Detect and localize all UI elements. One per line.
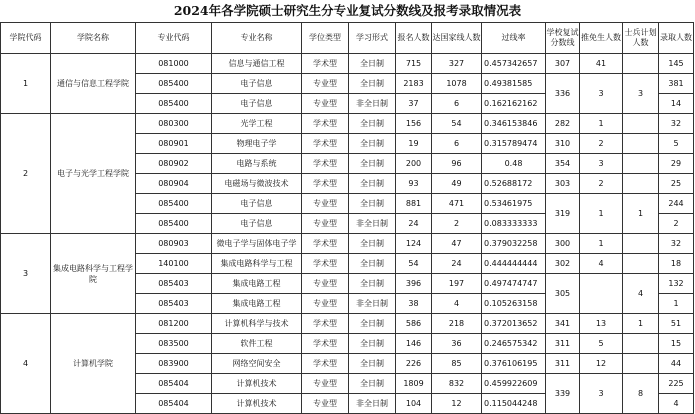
pass-rate-cell: 0.115044248: [482, 394, 546, 414]
study-mode-cell: 非全日制: [349, 394, 396, 414]
applicants-cell: 19: [396, 134, 432, 154]
applicants-cell: 226: [396, 354, 432, 374]
retest-score-cell: 282: [546, 114, 580, 134]
admitted-cell: 225: [659, 374, 694, 394]
degree-type-cell: 专业型: [302, 74, 349, 94]
study-mode-cell: 全日制: [349, 54, 396, 74]
admitted-cell: 1: [659, 294, 694, 314]
major-name-cell: 集成电路科学与工程: [212, 254, 302, 274]
exempt-count-cell: 2: [580, 134, 623, 154]
major-name-cell: 光学工程: [212, 114, 302, 134]
header-cell: 专业代码: [136, 23, 212, 54]
admitted-cell: 15: [659, 334, 694, 354]
retest-score-cell: 319: [546, 194, 580, 234]
soldier-plan-cell: [623, 134, 659, 154]
study-mode-cell: 非全日制: [349, 294, 396, 314]
retest-score-cell: 336: [546, 74, 580, 114]
national-line-cell: 24: [432, 254, 482, 274]
applicants-cell: 37: [396, 94, 432, 114]
header-cell: 达国家线人数: [432, 23, 482, 54]
soldier-plan-cell: 4: [623, 274, 659, 314]
major-code-cell: 080904: [136, 174, 212, 194]
applicants-cell: 146: [396, 334, 432, 354]
retest-score-cell: 310: [546, 134, 580, 154]
exempt-count-cell: 12: [580, 354, 623, 374]
header-cell: 专业名称: [212, 23, 302, 54]
header-cell: 士兵计划人数: [623, 23, 659, 54]
retest-score-cell: 339: [546, 374, 580, 414]
pass-rate-cell: 0.52688172: [482, 174, 546, 194]
applicants-cell: 24: [396, 214, 432, 234]
exempt-count-cell: 2: [580, 174, 623, 194]
study-mode-cell: 全日制: [349, 334, 396, 354]
retest-score-cell: 302: [546, 254, 580, 274]
college-code-cell: 2: [1, 114, 51, 234]
admitted-cell: 18: [659, 254, 694, 274]
page-title: 2024年各学院硕士研究生分专业复试分数线及报考录取情况表: [173, 3, 522, 18]
retest-score-cell: 311: [546, 334, 580, 354]
header-cell: 推免生人数: [580, 23, 623, 54]
retest-score-cell: 303: [546, 174, 580, 194]
exempt-count-cell: 5: [580, 334, 623, 354]
major-code-cell: 085400: [136, 74, 212, 94]
college-code-cell: 3: [1, 234, 51, 314]
degree-type-cell: 学术型: [302, 134, 349, 154]
exempt-count-cell: 3: [580, 154, 623, 174]
applicants-cell: 124: [396, 234, 432, 254]
pass-rate-cell: 0.346153846: [482, 114, 546, 134]
major-name-cell: 微电子学与固体电子学: [212, 234, 302, 254]
pass-rate-cell: 0.444444444: [482, 254, 546, 274]
study-mode-cell: 全日制: [349, 274, 396, 294]
soldier-plan-cell: 8: [623, 374, 659, 414]
admitted-cell: 381: [659, 74, 694, 94]
exempt-count-cell: 41: [580, 54, 623, 74]
national-line-cell: 6: [432, 134, 482, 154]
pass-rate-cell: 0.53461975: [482, 194, 546, 214]
major-name-cell: 电子信息: [212, 214, 302, 234]
exempt-count-cell: 4: [580, 254, 623, 274]
major-code-cell: 083500: [136, 334, 212, 354]
national-line-cell: 6: [432, 94, 482, 114]
applicants-cell: 156: [396, 114, 432, 134]
major-name-cell: 集成电路工程: [212, 294, 302, 314]
table-row: [1, 314, 694, 334]
major-code-cell: 085403: [136, 274, 212, 294]
soldier-plan-cell: [623, 254, 659, 274]
admitted-cell: 25: [659, 174, 694, 194]
soldier-plan-cell: 3: [623, 74, 659, 114]
exempt-count-cell: 13: [580, 314, 623, 334]
major-name-cell: 计算机技术: [212, 374, 302, 394]
header-cell: 报名人数: [396, 23, 432, 54]
header-cell: 学习形式: [349, 23, 396, 54]
applicants-cell: 200: [396, 154, 432, 174]
applicants-cell: 881: [396, 194, 432, 214]
table-row: [1, 114, 694, 134]
retest-score-cell: 341: [546, 314, 580, 334]
national-line-cell: 96: [432, 154, 482, 174]
major-code-cell: 080901: [136, 134, 212, 154]
major-code-cell: 083900: [136, 354, 212, 374]
admitted-cell: 244: [659, 194, 694, 214]
admitted-cell: 14: [659, 94, 694, 114]
applicants-cell: 715: [396, 54, 432, 74]
degree-type-cell: 专业型: [302, 94, 349, 114]
major-name-cell: 信息与通信工程: [212, 54, 302, 74]
applicants-cell: 2183: [396, 74, 432, 94]
header-row: [1, 23, 694, 54]
study-mode-cell: 全日制: [349, 234, 396, 254]
study-mode-cell: 全日制: [349, 314, 396, 334]
admitted-cell: 44: [659, 354, 694, 374]
major-code-cell: 085403: [136, 294, 212, 314]
national-line-cell: 49: [432, 174, 482, 194]
degree-type-cell: 专业型: [302, 194, 349, 214]
major-code-cell: 080300: [136, 114, 212, 134]
major-name-cell: 电子信息: [212, 94, 302, 114]
college-name-cell: 集成电路科学与工程学院: [51, 234, 136, 314]
soldier-plan-cell: 1: [623, 314, 659, 334]
major-name-cell: 计算机技术: [212, 394, 302, 414]
header-cell: 学校复试分数线: [546, 23, 580, 54]
pass-rate-cell: 0.376106195: [482, 354, 546, 374]
degree-type-cell: 学术型: [302, 54, 349, 74]
admitted-cell: 32: [659, 234, 694, 254]
major-name-cell: 物理电子学: [212, 134, 302, 154]
national-line-cell: 471: [432, 194, 482, 214]
applicants-cell: 104: [396, 394, 432, 414]
pass-rate-cell: 0.246575342: [482, 334, 546, 354]
retest-score-cell: 311: [546, 354, 580, 374]
study-mode-cell: 非全日制: [349, 94, 396, 114]
retest-score-cell: 300: [546, 234, 580, 254]
degree-type-cell: 学术型: [302, 154, 349, 174]
table-row: [1, 234, 694, 254]
soldier-plan-cell: [623, 174, 659, 194]
degree-type-cell: 学术型: [302, 314, 349, 334]
major-code-cell: 085404: [136, 394, 212, 414]
pass-rate-cell: 0.379032258: [482, 234, 546, 254]
header-cell: 学院名称: [51, 23, 136, 54]
applicants-cell: 54: [396, 254, 432, 274]
major-name-cell: 计算机科学与技术: [212, 314, 302, 334]
degree-type-cell: 专业型: [302, 294, 349, 314]
major-name-cell: 电路与系统: [212, 154, 302, 174]
national-line-cell: 36: [432, 334, 482, 354]
exempt-count-cell: [580, 274, 623, 314]
study-mode-cell: 非全日制: [349, 214, 396, 234]
admitted-cell: 2: [659, 214, 694, 234]
header-cell: 学院代码: [1, 23, 51, 54]
degree-type-cell: 学术型: [302, 334, 349, 354]
header-cell: 录取人数: [659, 23, 694, 54]
pass-rate-cell: 0.497474747: [482, 274, 546, 294]
applicants-cell: 93: [396, 174, 432, 194]
pass-rate-cell: 0.372013652: [482, 314, 546, 334]
applicants-cell: 1809: [396, 374, 432, 394]
admitted-cell: 5: [659, 134, 694, 154]
soldier-plan-cell: [623, 234, 659, 254]
exempt-count-cell: 1: [580, 194, 623, 234]
national-line-cell: 12: [432, 394, 482, 414]
soldier-plan-cell: [623, 334, 659, 354]
admissions-table: [0, 22, 694, 414]
major-code-cell: 085400: [136, 94, 212, 114]
study-mode-cell: 全日制: [349, 154, 396, 174]
pass-rate-cell: 0.315789474: [482, 134, 546, 154]
exempt-count-cell: 3: [580, 374, 623, 414]
pass-rate-cell: 0.48: [482, 154, 546, 174]
pass-rate-cell: 0.457342657: [482, 54, 546, 74]
degree-type-cell: 专业型: [302, 274, 349, 294]
college-code-cell: 4: [1, 314, 51, 414]
major-code-cell: 140100: [136, 254, 212, 274]
study-mode-cell: 全日制: [349, 114, 396, 134]
degree-type-cell: 学术型: [302, 174, 349, 194]
table-row: [1, 54, 694, 74]
applicants-cell: 38: [396, 294, 432, 314]
exempt-count-cell: 1: [580, 234, 623, 254]
study-mode-cell: 全日制: [349, 254, 396, 274]
national-line-cell: 85: [432, 354, 482, 374]
admitted-cell: 145: [659, 54, 694, 74]
major-code-cell: 085400: [136, 194, 212, 214]
study-mode-cell: 全日制: [349, 134, 396, 154]
admitted-cell: 32: [659, 114, 694, 134]
college-name-cell: 计算机学院: [51, 314, 136, 414]
college-name-cell: 通信与信息工程学院: [51, 54, 136, 114]
admitted-cell: 51: [659, 314, 694, 334]
national-line-cell: 2: [432, 214, 482, 234]
national-line-cell: 218: [432, 314, 482, 334]
major-code-cell: 080903: [136, 234, 212, 254]
major-code-cell: 081200: [136, 314, 212, 334]
applicants-cell: 396: [396, 274, 432, 294]
degree-type-cell: 学术型: [302, 354, 349, 374]
retest-score-cell: 354: [546, 154, 580, 174]
national-line-cell: 47: [432, 234, 482, 254]
major-name-cell: 集成电路工程: [212, 274, 302, 294]
pass-rate-cell: 0.105263158: [482, 294, 546, 314]
header-cell: 过线率: [482, 23, 546, 54]
admitted-cell: 29: [659, 154, 694, 174]
college-code-cell: 1: [1, 54, 51, 114]
major-name-cell: 电子信息: [212, 74, 302, 94]
study-mode-cell: 全日制: [349, 374, 396, 394]
study-mode-cell: 全日制: [349, 354, 396, 374]
study-mode-cell: 全日制: [349, 174, 396, 194]
soldier-plan-cell: [623, 354, 659, 374]
degree-type-cell: 专业型: [302, 214, 349, 234]
major-name-cell: 电磁场与微波技术: [212, 174, 302, 194]
national-line-cell: 54: [432, 114, 482, 134]
national-line-cell: 4: [432, 294, 482, 314]
degree-type-cell: 专业型: [302, 374, 349, 394]
exempt-count-cell: 1: [580, 114, 623, 134]
pass-rate-cell: 0.083333333: [482, 214, 546, 234]
degree-type-cell: 学术型: [302, 114, 349, 134]
study-mode-cell: 全日制: [349, 194, 396, 214]
national-line-cell: 327: [432, 54, 482, 74]
admitted-cell: 132: [659, 274, 694, 294]
soldier-plan-cell: [623, 114, 659, 134]
major-name-cell: 电子信息: [212, 194, 302, 214]
degree-type-cell: 专业型: [302, 394, 349, 414]
pass-rate-cell: 0.459922609: [482, 374, 546, 394]
header-cell: 学位类型: [302, 23, 349, 54]
pass-rate-cell: 0.49381585: [482, 74, 546, 94]
pass-rate-cell: 0.162162162: [482, 94, 546, 114]
major-name-cell: 软件工程: [212, 334, 302, 354]
national-line-cell: 1078: [432, 74, 482, 94]
retest-score-cell: 307: [546, 54, 580, 74]
major-code-cell: 080902: [136, 154, 212, 174]
retest-score-cell: 305: [546, 274, 580, 314]
soldier-plan-cell: [623, 54, 659, 74]
major-code-cell: 081000: [136, 54, 212, 74]
exempt-count-cell: 3: [580, 74, 623, 114]
major-name-cell: 网络空间安全: [212, 354, 302, 374]
national-line-cell: 197: [432, 274, 482, 294]
degree-type-cell: 学术型: [302, 254, 349, 274]
degree-type-cell: 学术型: [302, 234, 349, 254]
soldier-plan-cell: 1: [623, 194, 659, 234]
applicants-cell: 586: [396, 314, 432, 334]
soldier-plan-cell: [623, 154, 659, 174]
college-name-cell: 电子与光学工程学院: [51, 114, 136, 234]
admitted-cell: 4: [659, 394, 694, 414]
major-code-cell: 085404: [136, 374, 212, 394]
study-mode-cell: 全日制: [349, 74, 396, 94]
major-code-cell: 085400: [136, 214, 212, 234]
national-line-cell: 832: [432, 374, 482, 394]
